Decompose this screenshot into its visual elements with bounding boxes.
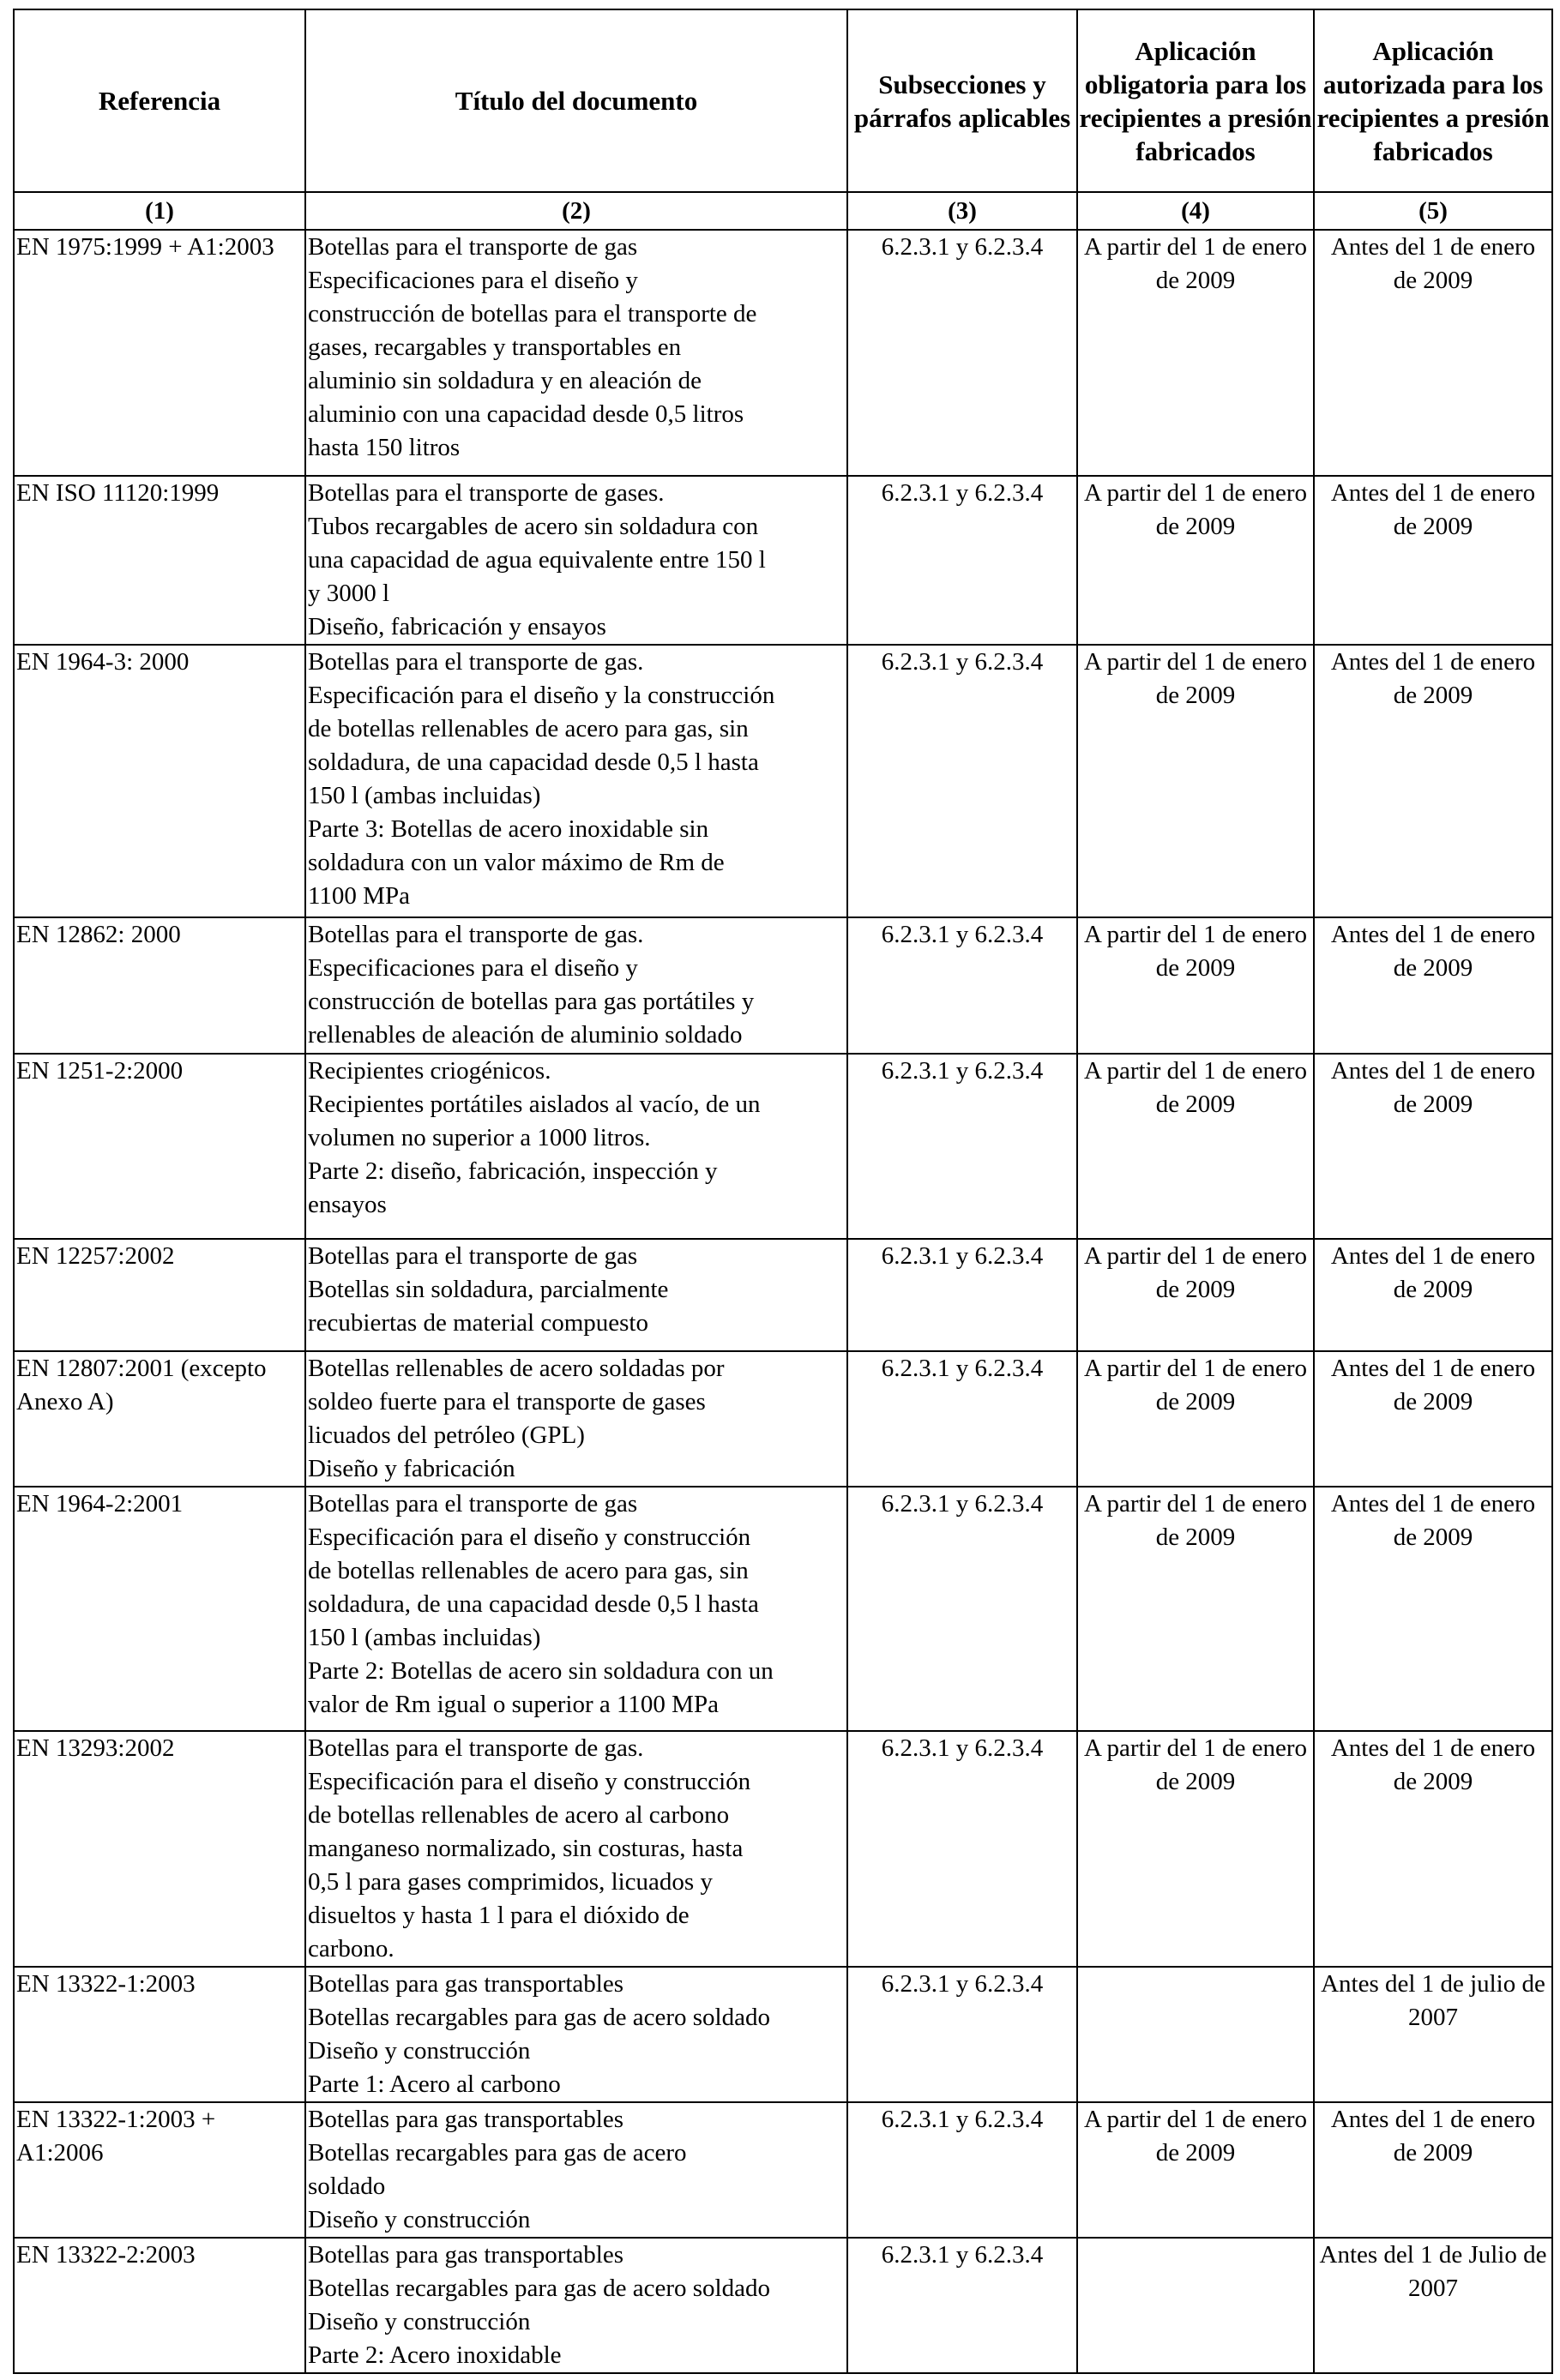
mandatory-date-cell: A partir del 1 de enero de 2009 (1077, 476, 1314, 645)
document-title-cell: Botellas rellenables de acero soldadas por soldeo fuerte para el transporte de gases licuados del petróleo (GPL) Diseño y fabricación (305, 1351, 847, 1487)
reference-cell: EN 1975:1999 + A1:2003 (14, 230, 305, 476)
mandatory-date-cell: A partir del 1 de enero de 2009 (1077, 1487, 1314, 1731)
document-title-cell: Botellas para el transporte de gases. Tubos recargables de acero sin soldadura con una capacidad de agua equivalente entre 150 l y 3000 l Diseño, fabricación y ensayos (305, 476, 847, 645)
subsections-cell: 6.2.3.1 y 6.2.3.4 (847, 1351, 1077, 1487)
document-title-cell: Botellas para el transporte de gas Especificaciones para el diseño y construcción de botellas para el transporte de gases, recargables y transportables en aluminio sin soldadura y en aleación de aluminio con una capacidad desde 0,5 litros hasta 150 litros (305, 230, 847, 476)
table-row (14, 1731, 1552, 1967)
document-title-cell: Botellas para el transporte de gas. Especificaciones para el diseño y construcción de botellas para gas portátiles y rellenables de aleación de aluminio soldado (305, 917, 847, 1054)
document-title-cell: Botellas para el transporte de gas Botellas sin soldadura, parcialmente recubiertas de material compuesto (305, 1239, 847, 1351)
header-mandatory-application: Aplicación obligatoria para los recipientes a presión fabricados (1077, 9, 1314, 192)
document-title-cell: Botellas para el transporte de gas Especificación para el diseño y construcción de botellas rellenables de acero para gas, sin soldadura, de una capacidad desde 0,5 l hasta 150 l (ambas incluidas) Parte 2: Botellas de acero sin soldadura con un valor de Rm igual o superior a 1100 MPa (305, 1487, 847, 1731)
mandatory-date-cell: A partir del 1 de enero de 2009 (1077, 645, 1314, 917)
table-row (14, 1487, 1552, 1731)
subsections-cell: 6.2.3.1 y 6.2.3.4 (847, 230, 1077, 476)
document-title-cell: Botellas para gas transportables Botellas recargables para gas de acero soldado Diseño y construcción Parte 2: Acero inoxidable (305, 2238, 847, 2373)
column-number: (2) (305, 192, 847, 230)
subsections-cell: 6.2.3.1 y 6.2.3.4 (847, 2238, 1077, 2373)
table-row (14, 645, 1552, 917)
header-document-title: Título del documento (305, 9, 847, 192)
subsections-cell: 6.2.3.1 y 6.2.3.4 (847, 1054, 1077, 1239)
reference-cell: EN 13322-1:2003 + A1:2006 (14, 2102, 305, 2238)
header-reference: Referencia (14, 9, 305, 192)
table-row (14, 1967, 1552, 2102)
subsections-cell: 6.2.3.1 y 6.2.3.4 (847, 1487, 1077, 1731)
header-subsections: Subsecciones y párrafos aplicables (847, 9, 1077, 192)
subsections-cell: 6.2.3.1 y 6.2.3.4 (847, 645, 1077, 917)
table-row (14, 917, 1552, 1054)
reference-cell: EN 1251-2:2000 (14, 1054, 305, 1239)
authorized-date-cell: Antes del 1 de enero de 2009 (1314, 1731, 1552, 1967)
header-authorized-application: Aplicación autorizada para los recipientes a presión fabricados (1314, 9, 1552, 192)
mandatory-date-cell: A partir del 1 de enero de 2009 (1077, 917, 1314, 1054)
table-row (14, 476, 1552, 645)
subsections-cell: 6.2.3.1 y 6.2.3.4 (847, 2102, 1077, 2238)
reference-cell: EN ISO 11120:1999 (14, 476, 305, 645)
authorized-date-cell: Antes del 1 de julio de 2007 (1314, 1967, 1552, 2102)
authorized-date-cell: Antes del 1 de enero de 2009 (1314, 917, 1552, 1054)
column-number-row (14, 192, 1552, 230)
reference-cell: EN 13293:2002 (14, 1731, 305, 1967)
document-title-cell: Botellas para el transporte de gas. Especificación para el diseño y la construcción de botellas rellenables de acero para gas, sin soldadura, de una capacidad desde 0,5 l hasta 150 l (ambas incluidas) Parte 3: Botellas de acero inoxidable sin soldadura con un valor máximo de Rm de 1100 MPa (305, 645, 847, 917)
subsections-cell: 6.2.3.1 y 6.2.3.4 (847, 1967, 1077, 2102)
column-number: (3) (847, 192, 1077, 230)
mandatory-date-cell: A partir del 1 de enero de 2009 (1077, 1351, 1314, 1487)
mandatory-date-cell: A partir del 1 de enero de 2009 (1077, 1239, 1314, 1351)
authorized-date-cell: Antes del 1 de enero de 2009 (1314, 230, 1552, 476)
reference-cell: EN 12257:2002 (14, 1239, 305, 1351)
authorized-date-cell: Antes del 1 de Julio de 2007 (1314, 2238, 1552, 2373)
mandatory-date-cell: A partir del 1 de enero de 2009 (1077, 2102, 1314, 2238)
mandatory-date-cell: A partir del 1 de enero de 2009 (1077, 1731, 1314, 1967)
column-number: (5) (1314, 192, 1552, 230)
reference-cell: EN 12862: 2000 (14, 917, 305, 1054)
authorized-date-cell: Antes del 1 de enero de 2009 (1314, 2102, 1552, 2238)
mandatory-date-cell (1077, 1967, 1314, 2102)
column-number: (1) (14, 192, 305, 230)
authorized-date-cell: Antes del 1 de enero de 2009 (1314, 1054, 1552, 1239)
document-title-cell: Botellas para gas transportables Botellas recargables para gas de acero soldado Diseño y construcción (305, 2102, 847, 2238)
authorized-date-cell: Antes del 1 de enero de 2009 (1314, 1239, 1552, 1351)
document-title-cell: Botellas para gas transportables Botellas recargables para gas de acero soldado Diseño y construcción Parte 1: Acero al carbono (305, 1967, 847, 2102)
subsections-cell: 6.2.3.1 y 6.2.3.4 (847, 1239, 1077, 1351)
reference-cell: EN 13322-1:2003 (14, 1967, 305, 2102)
authorized-date-cell: Antes del 1 de enero de 2009 (1314, 1351, 1552, 1487)
mandatory-date-cell: A partir del 1 de enero de 2009 (1077, 230, 1314, 476)
table-row (14, 1054, 1552, 1239)
authorized-date-cell: Antes del 1 de enero de 2009 (1314, 1487, 1552, 1731)
reference-cell: EN 13322-2:2003 (14, 2238, 305, 2373)
authorized-date-cell: Antes del 1 de enero de 2009 (1314, 645, 1552, 917)
document-title-cell: Recipientes criogénicos. Recipientes portátiles aislados al vacío, de un volumen no superior a 1000 litros. Parte 2: diseño, fabricación, inspección y ensayos (305, 1054, 847, 1239)
table-row (14, 1351, 1552, 1487)
table-row (14, 2102, 1552, 2238)
mandatory-date-cell (1077, 2238, 1314, 2373)
table-row (14, 2238, 1552, 2373)
mandatory-date-cell: A partir del 1 de enero de 2009 (1077, 1054, 1314, 1239)
authorized-date-cell: Antes del 1 de enero de 2009 (1314, 476, 1552, 645)
table-row (14, 230, 1552, 476)
subsections-cell: 6.2.3.1 y 6.2.3.4 (847, 476, 1077, 645)
reference-cell: EN 1964-3: 2000 (14, 645, 305, 917)
reference-cell: EN 1964-2:2001 (14, 1487, 305, 1731)
reference-cell: EN 12807:2001 (excepto Anexo A) (14, 1351, 305, 1487)
subsections-cell: 6.2.3.1 y 6.2.3.4 (847, 1731, 1077, 1967)
table-row (14, 1239, 1552, 1351)
document-title-cell: Botellas para el transporte de gas. Especificación para el diseño y construcción de botellas rellenables de acero al carbono manganeso normalizado, sin costuras, hasta 0,5 l para gases comprimidos, licuados y disueltos y hasta 1 l para el dióxido de carbono. (305, 1731, 847, 1967)
column-number: (4) (1077, 192, 1314, 230)
standards-table (13, 9, 1553, 2374)
subsections-cell: 6.2.3.1 y 6.2.3.4 (847, 917, 1077, 1054)
header-row (14, 9, 1552, 192)
